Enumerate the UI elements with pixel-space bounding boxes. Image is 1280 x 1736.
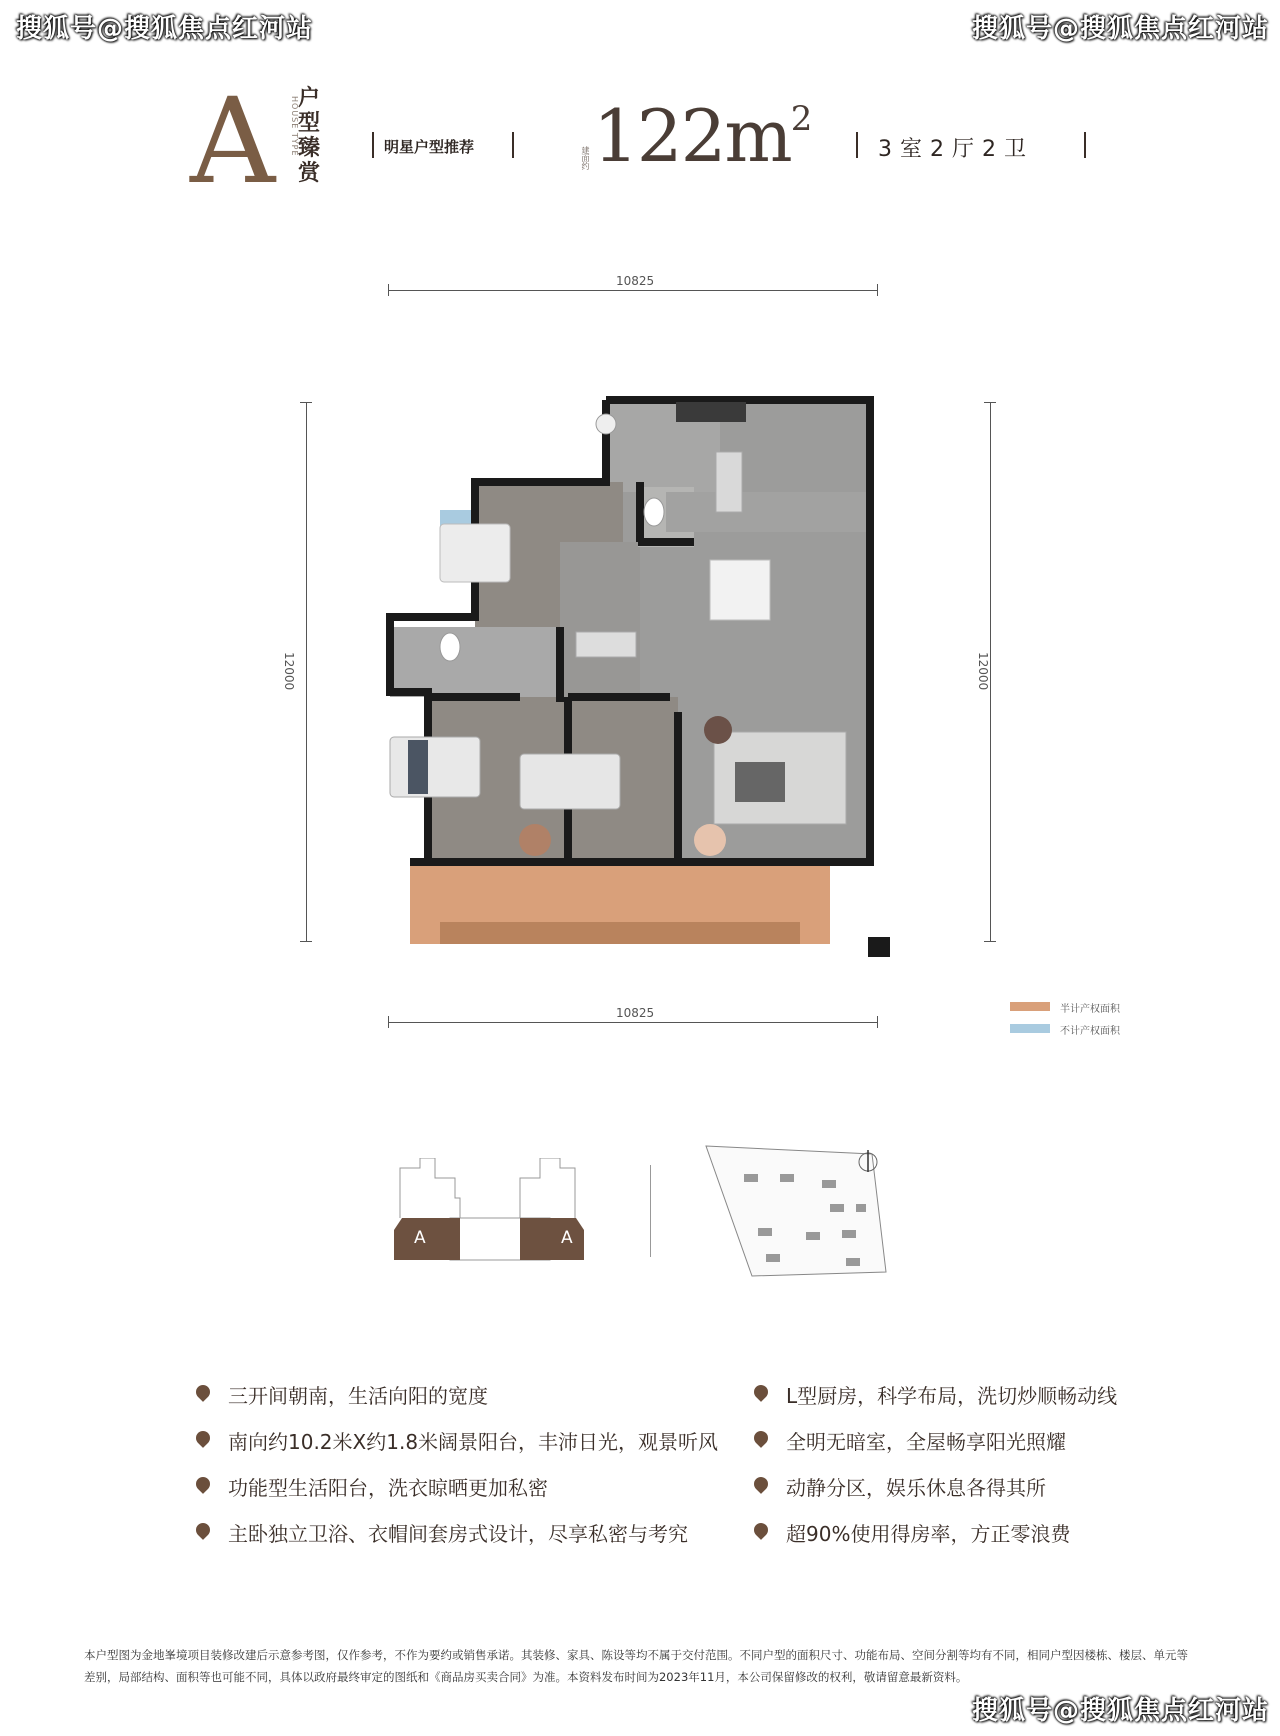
dimension-bottom: 10825 (616, 1006, 655, 1020)
dimension-tick (984, 402, 996, 403)
legend-swatch-none (1010, 1024, 1050, 1033)
feature-right-1: L型厨房，科学布局，洗切炒顺畅动线 (786, 1384, 1118, 1408)
area-value: $122m^2$ (593, 94, 811, 178)
type-title-en: HOUSE TYPE (290, 96, 299, 157)
unit-a-right-label: A (561, 1228, 573, 1248)
feature-left-2: 南向约10.2米X约1.8米阔景阳台，丰沛日光，观景听风 (228, 1430, 719, 1454)
pin-icon (751, 1520, 771, 1540)
divider (512, 132, 514, 158)
dimension-tick (984, 941, 996, 942)
unit-a-right (520, 1218, 584, 1260)
site-plan (702, 1140, 902, 1280)
bed-master-blanket (408, 740, 428, 794)
type-letter: A (190, 72, 276, 210)
lounge-chair (704, 716, 732, 744)
toilet (644, 498, 664, 526)
watermark-top-right: 搜狐号@搜狐焦点红河站 (972, 14, 1270, 44)
pin-icon (751, 1382, 771, 1402)
area-superscript: 2 (790, 99, 811, 139)
bed-south (520, 754, 620, 809)
pin-icon (193, 1382, 213, 1402)
recommend-tag: 明星户型推荐 (384, 138, 475, 156)
feature-left-3: 功能型生活阳台，洗衣晾晒更加私密 (228, 1476, 548, 1500)
counter (716, 452, 742, 512)
washer (596, 414, 616, 434)
balcony-table (519, 824, 551, 856)
pin-icon (193, 1520, 213, 1540)
dimension-tick (877, 284, 878, 296)
dimension-top: 10825 (616, 274, 655, 288)
area-label: 建面约 (581, 146, 590, 170)
dimension-line-right (990, 402, 991, 942)
feature-right-2: 全明无暗室，全屋畅享阳光照耀 (786, 1430, 1066, 1454)
legend-swatch-half (1010, 1002, 1050, 1011)
dimension-tick (388, 1016, 389, 1028)
column (868, 937, 890, 957)
dimension-left: 12000 (282, 652, 296, 691)
dimension-line-left (306, 402, 307, 942)
feature-left-4: 主卧独立卫浴、衣帽间套房式设计，尽享私密与考究 (228, 1522, 688, 1546)
divider (372, 132, 374, 158)
unit-a-left (394, 1218, 460, 1260)
pin-icon (751, 1474, 771, 1494)
legend-label-half: 半计产权面积 (1060, 1004, 1120, 1015)
unit-a-left-label: A (414, 1228, 426, 1248)
bed-north (440, 524, 510, 582)
divider (856, 132, 858, 158)
keyplan-divider (650, 1165, 651, 1257)
divider (1084, 132, 1086, 158)
toilet-master (440, 633, 460, 661)
feature-right-4: 超90%使用得房率，方正零浪费 (786, 1522, 1071, 1546)
balcony-table-2 (694, 824, 726, 856)
watermark-bottom-right: 搜狐号@搜狐焦点红河站 (972, 1696, 1270, 1726)
watermark-top-left: 搜狐号@搜狐焦点红河站 (16, 14, 314, 44)
dimension-line-bottom (388, 1022, 878, 1023)
feature-left-1: 三开间朝南，生活向阳的宽度 (228, 1384, 488, 1408)
room-count: 3室2厅2卫 (878, 137, 1034, 162)
type-title: 户型臻赏 (298, 86, 321, 186)
dimension-right: 12000 (976, 652, 990, 691)
balcony-planters (440, 922, 800, 944)
coffee-table (735, 762, 785, 802)
bed-master (390, 737, 480, 797)
stove (676, 402, 746, 422)
dimension-line-top (388, 290, 878, 291)
dimension-tick (877, 1016, 878, 1028)
dimension-tick (388, 284, 389, 296)
kitchen-floor (666, 492, 866, 532)
master-bath-floor (390, 627, 560, 697)
pin-icon (193, 1428, 213, 1448)
wardrobe (576, 632, 636, 657)
dimension-tick (300, 402, 312, 403)
disclaimer: 本户型图为金地峯境项目装修改建后示意参考图，仅作参考，不作为要约或销售承诺。其装修、家具、陈设等均不属于交付范围。不同户型的面积尺寸、功能布局、空间分割等均有不同，相同户型因楼栋、楼层、单元等差别，局部结构、面积等也可能不同，具体以政府最终审定的图纸和《商品房买卖合同》为准。本资料发布时间为2023年11月，本公司保留修改的权利，敬请留意最新资料。 (84, 1648, 1188, 1684)
pin-icon (193, 1474, 213, 1494)
feature-right-3: 动静分区，娱乐休息各得其所 (786, 1476, 1046, 1500)
legend-label-none: 不计产权面积 (1060, 1026, 1120, 1037)
dimension-tick (300, 941, 312, 942)
dining-table (710, 560, 770, 620)
pin-icon (751, 1428, 771, 1448)
floor-plan (380, 392, 890, 962)
